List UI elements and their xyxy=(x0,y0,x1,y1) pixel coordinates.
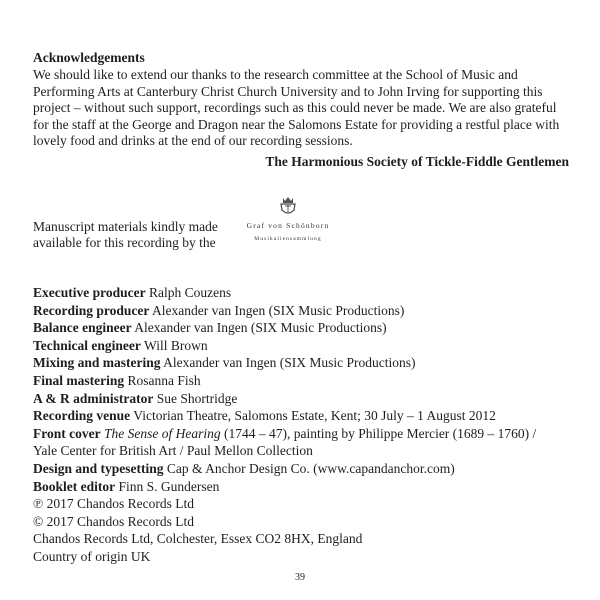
page-number: 39 xyxy=(295,572,305,583)
logo-text-primary: Graf von Schönborn xyxy=(246,221,330,230)
credit-recording-venue xyxy=(33,407,536,425)
credit-label: Design and typesetting xyxy=(33,460,164,476)
credit-value: Alexander van Ingen (SIX Music Productions) xyxy=(152,302,405,318)
credit-final-mastering xyxy=(33,372,536,390)
acknowledgements-signature: The Harmonious Society of Tickle-Fiddle Gentlemen xyxy=(265,154,569,169)
schoenborn-logo xyxy=(238,195,338,251)
credit-value: Finn S. Gundersen xyxy=(118,478,220,494)
credit-value: Victorian Theatre, Salomons Estate, Kent; 30 July – 1 August 2012 xyxy=(133,408,496,424)
acknowledgements-line: We should like to extend our thanks to the research committee at the School of Music and xyxy=(33,67,518,82)
credit-technical-engineer xyxy=(33,337,536,355)
acknowledgements-line: Performing Arts at Canterbury Christ Church University and to John Irving for supporting this xyxy=(33,83,543,99)
copyright-line: ℗ 2017 Chandos Records Ltd xyxy=(33,496,194,512)
credit-label: Technical engineer xyxy=(33,337,141,353)
copyright-line: Country of origin UK xyxy=(33,548,151,564)
credit-design xyxy=(33,460,536,478)
production-credits xyxy=(33,284,536,566)
credit-value: Rosanna Fish xyxy=(127,372,201,388)
copyright-line: Chandos Records Ltd, Colchester, Essex CO2 8HX, England xyxy=(33,531,363,547)
credit-front-cover xyxy=(33,425,536,443)
acknowledgements-line: lovely food and drinks at the end of our recording sessions. xyxy=(33,133,353,148)
credit-label: Booklet editor xyxy=(33,478,116,494)
credit-label: Recording producer xyxy=(33,302,150,318)
credit-label: Front cover xyxy=(33,425,101,441)
manuscript-credit xyxy=(33,219,218,251)
logo-text-secondary: Musikaliensammlung xyxy=(254,236,322,242)
artwork-title: The Sense of Hearing xyxy=(103,425,221,441)
credit-value: Ralph Couzens xyxy=(148,285,232,300)
credit-executive-producer xyxy=(33,284,536,302)
acknowledgements-line: for the staff at the George and Dragon near the Salomons Estate for providing a restful place with xyxy=(33,116,560,132)
manuscript-line: Manuscript materials kindly made xyxy=(33,219,218,234)
credit-value: Sue Shortridge xyxy=(156,390,238,406)
credit-label: Mixing and mastering xyxy=(33,355,161,371)
credit-label: Executive producer xyxy=(33,285,146,300)
crest-icon xyxy=(277,195,299,217)
credit-label: Balance engineer xyxy=(33,320,132,336)
credit-mixing-mastering xyxy=(33,354,536,372)
credit-recording-producer xyxy=(33,302,536,320)
acknowledgements-text xyxy=(33,67,573,150)
credit-booklet-editor xyxy=(33,478,536,496)
credit-front-cover-collection: Yale Center for British Art / Paul Mellon Collection xyxy=(33,443,313,459)
credit-value: Cap & Anchor Design Co. (www.capandanchor.com) xyxy=(166,460,455,476)
credit-value: Alexander van Ingen (SIX Music Productions) xyxy=(134,320,387,336)
acknowledgements-heading: Acknowledgements xyxy=(33,50,145,65)
credit-label: Recording venue xyxy=(33,408,131,424)
credit-value: Will Brown xyxy=(144,337,208,353)
credit-value: Alexander van Ingen (SIX Music Productions) xyxy=(163,355,416,371)
credit-label: Final mastering xyxy=(33,372,125,388)
acknowledgements-line: project – without such support, recordings such as this could never be made. We are also grateful xyxy=(33,100,557,115)
credit-value: (1744 – 47), painting by Philippe Mercier (1689 – 1760) / xyxy=(223,425,537,441)
credit-label: A & R administrator xyxy=(33,390,154,406)
credit-balance-engineer xyxy=(33,319,536,337)
manuscript-line: available for this recording by the xyxy=(33,235,216,250)
credit-ar-administrator xyxy=(33,390,536,408)
copyright-line: © 2017 Chandos Records Ltd xyxy=(33,513,194,529)
